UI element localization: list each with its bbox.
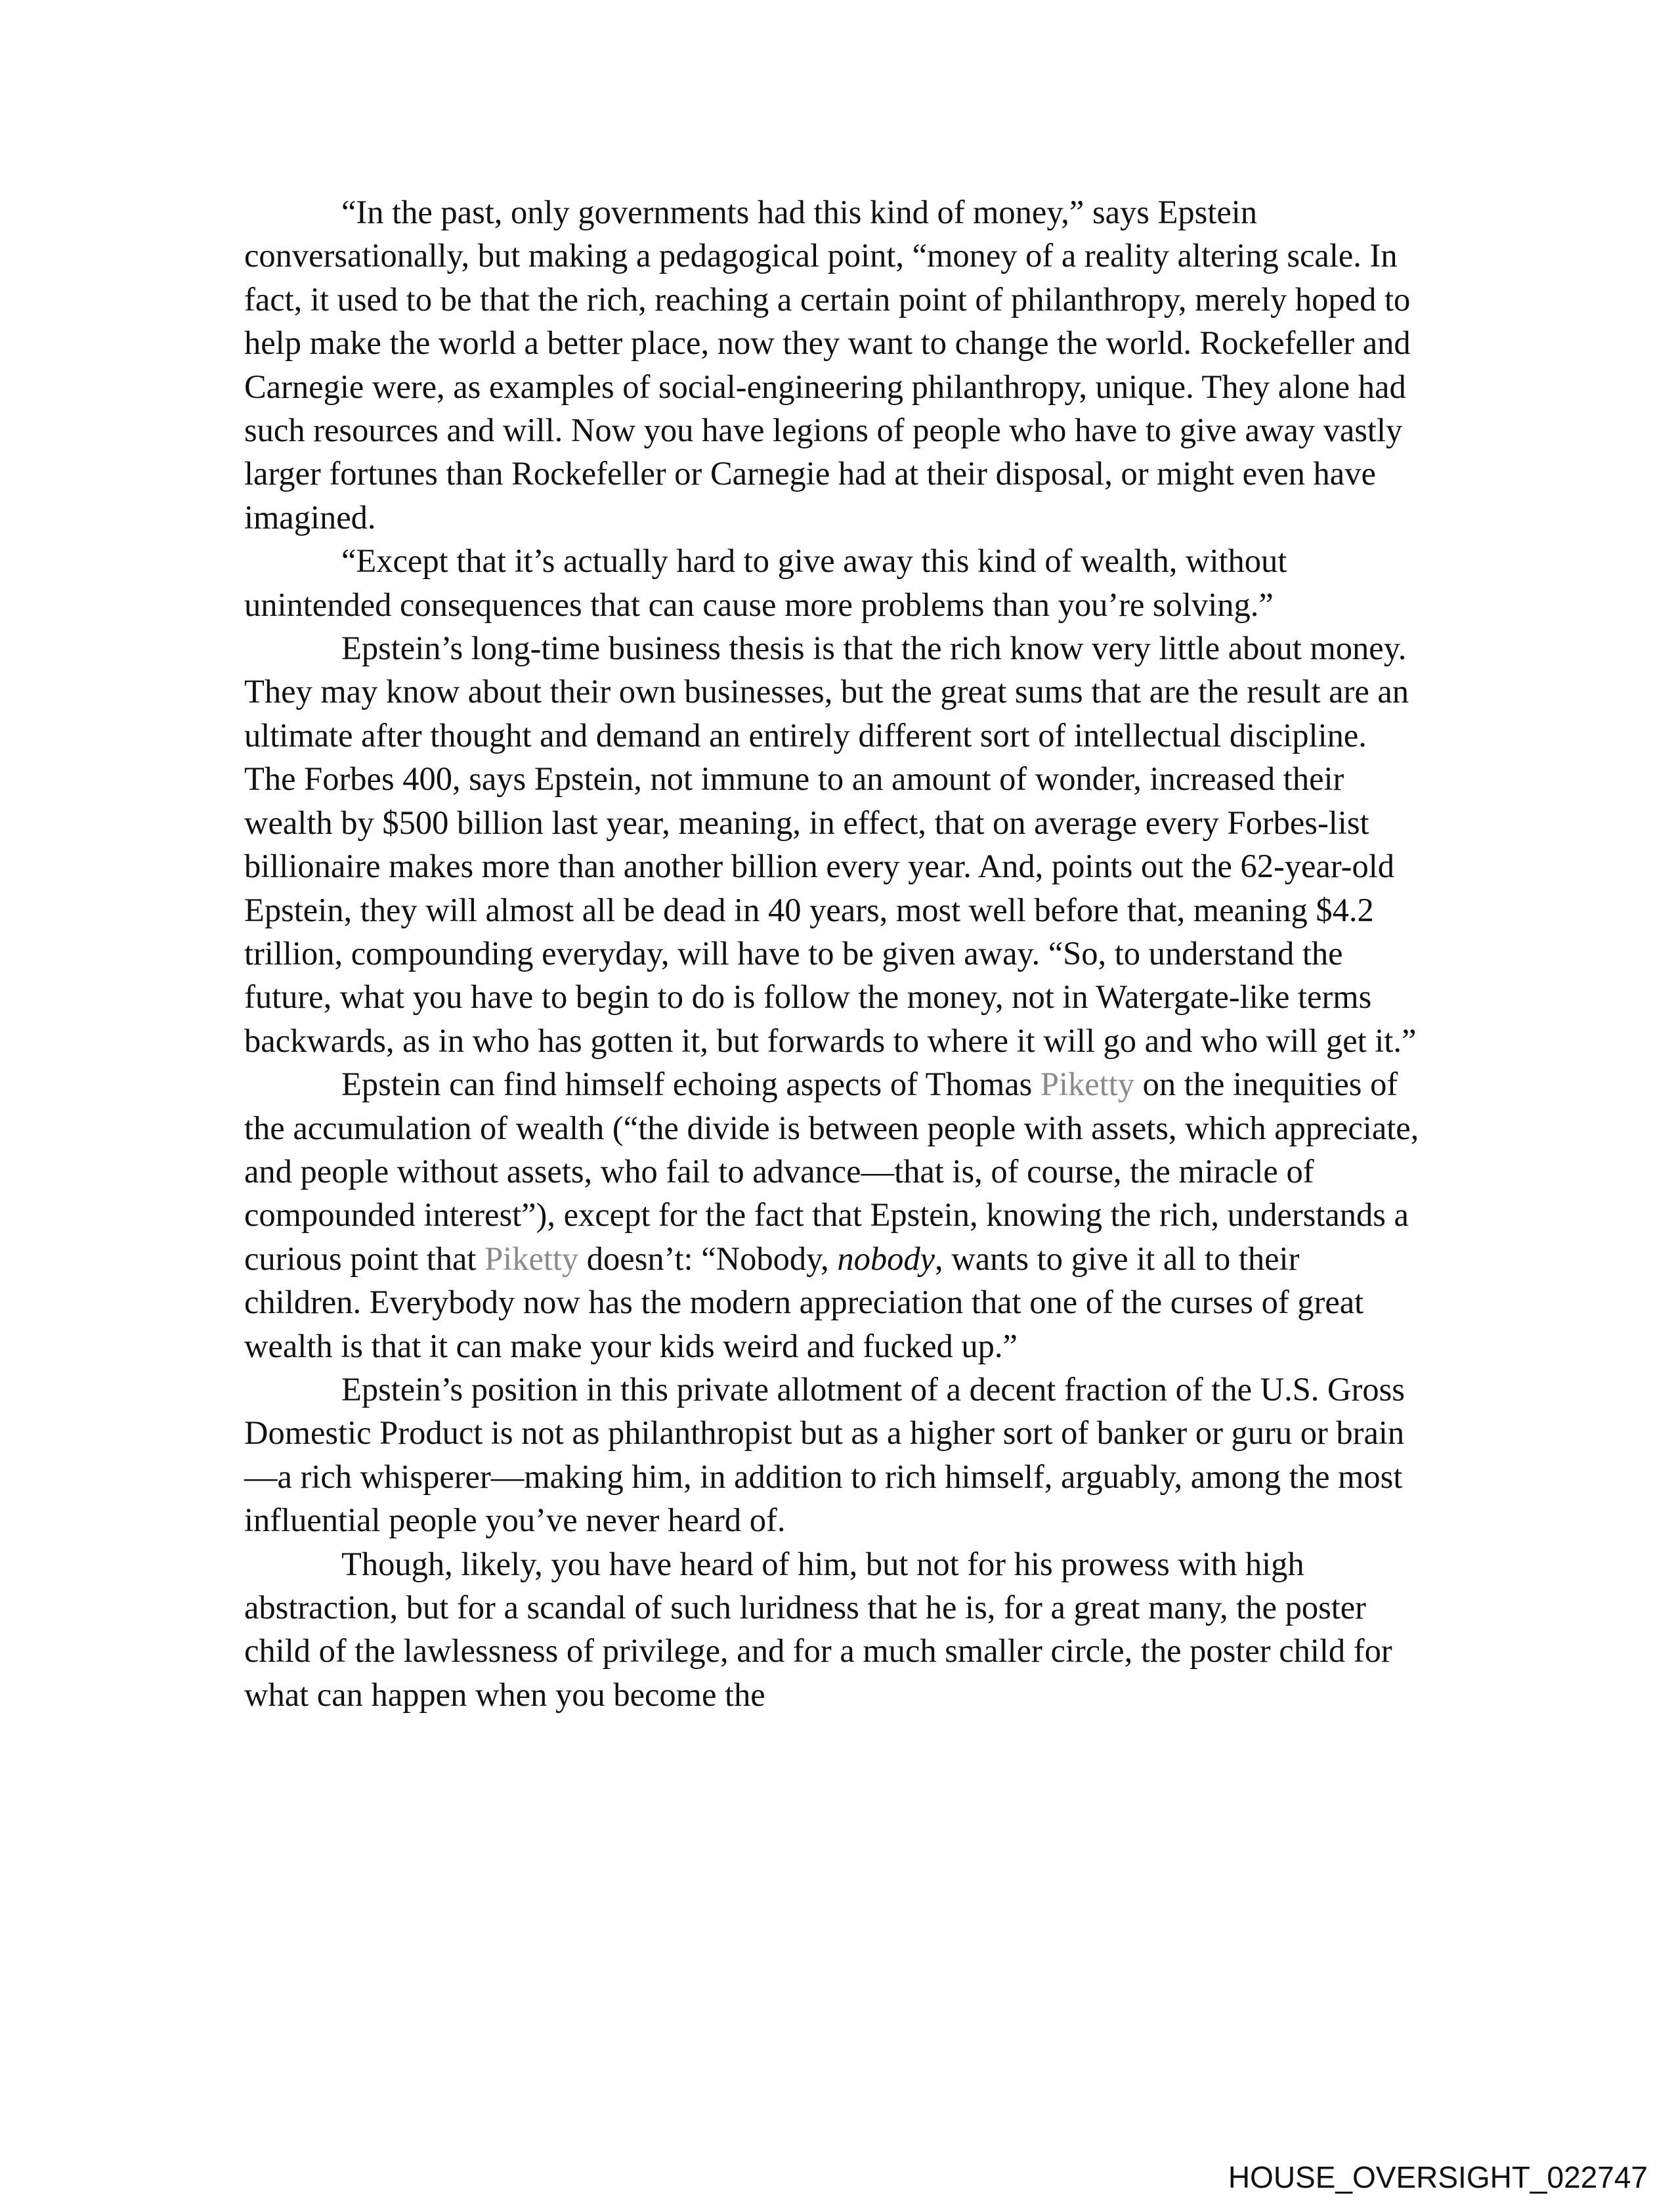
paragraph-6: Though, likely, you have heard of him, but not for his prowess with high abstraction, but for a scandal of such luridness that he is, for a great many, the poster child of the lawlessness of privilege, and for a much smaller circle, the poster child for what can happen when you become the xyxy=(244,1545,1392,1713)
paragraph-4-part-b: on the inequities of the accumulation of wealth (“the divide is between people with assets, which appreciate, and people without assets, who fail to advance—that is, of course, the miracle of compounded interest”), except for the fact that Epstein, knowing the rich, understands a curious point that xyxy=(244,1066,1419,1277)
paragraph-2: “Except that it’s actually hard to give away this kind of wealth, without unintended consequences that can cause more problems than you’re solving.” xyxy=(244,542,1287,623)
paragraph-3: Epstein’s long-time business thesis is that the rich know very little about money. They may know about their own businesses, but the great sums that are the result are an ultimate after thought and demand an entirely different sort of intellectual discipline. The Forbes 400, says Epstein, not immune to an amount of wonder, increased their wealth by $500 billion last year, meaning, in effect, that on average every Forbes-list billionaire makes more than another billion every year. And, points out the 62-year-old Epstein, they will almost all be dead in 40 years, most well before that, meaning $4.2 trillion, compounding everyday, will have to be given away. “So, to understand the future, what you have to begin to do is follow the money, not in Watergate-like terms backwards, as in who has gotten it, but forwards to where it will go and who will get it.” xyxy=(244,630,1417,1059)
highlighted-name-piketty: Piketty xyxy=(1040,1066,1135,1103)
paragraph-4-part-a: Epstein can find himself echoing aspects of Thomas xyxy=(341,1066,1041,1103)
paragraph-5: Epstein’s position in this private allotment of a decent fraction of the U.S. Gross Domestic Product is not as philanthropist but as a higher sort of banker or guru or brain—a rich whisperer—making him, in addition to rich himself, arguably, among the most influential people you’ve never heard of. xyxy=(244,1370,1405,1539)
emphasis-nobody: nobody xyxy=(837,1240,935,1277)
paragraph-4-part-d: , wants to give it all to their children. Everybody now has the modern appreciation that one of the curses of great wealth is that it can make your kids weird and fucked up.” xyxy=(244,1240,1364,1364)
paragraph-1: “In the past, only governments had this kind of money,” says Epstein conversationally, but making a pedagogical point, “money of a reality altering scale. In fact, it used to be that the rich, reaching a certain point of philanthropy, merely hoped to help make the world a better place, now they want to change the world. Rockefeller and Carnegie were, as examples of social-engineering philanthropy, unique. They alone had such resources and will. Now you have legions of people who have to give away vastly larger fortunes than Rockefeller or Carnegie had at their disposal, or might even have imagined. xyxy=(244,194,1411,536)
bates-stamp: HOUSE_OVERSIGHT_022747 xyxy=(1228,2160,1648,2194)
paragraph-4 xyxy=(244,1062,1419,1368)
body-text xyxy=(244,190,1419,1716)
highlighted-name-piketty: Piketty xyxy=(484,1240,579,1277)
paragraph-4-part-c: doesn’t: “Nobody, xyxy=(578,1240,838,1277)
